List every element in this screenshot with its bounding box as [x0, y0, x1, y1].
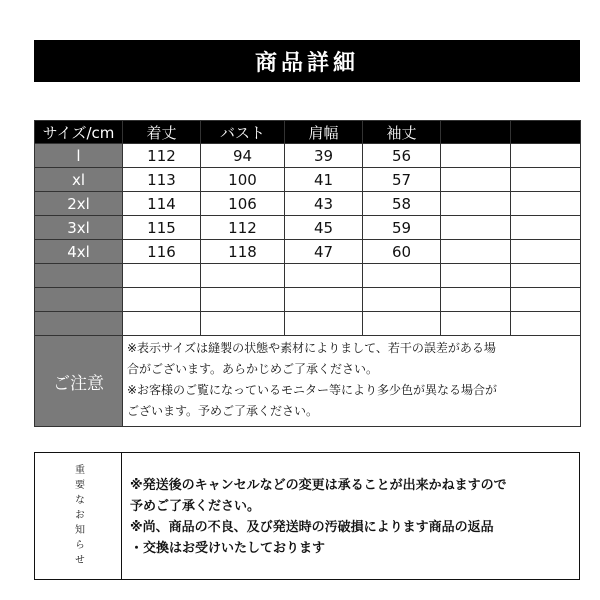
- size-label: 4xl: [35, 240, 123, 264]
- important-notice-box: [34, 452, 580, 580]
- header-empty-2: [511, 121, 581, 144]
- note-line: ※表示サイズは縫製の状態や素材によりまして、若干の誤差がある場: [127, 341, 496, 355]
- table-cell: [441, 168, 511, 192]
- table-cell: [441, 144, 511, 168]
- table-cell: [285, 264, 363, 288]
- table-cell: [511, 288, 581, 312]
- table-cell: 57: [363, 168, 441, 192]
- size-label: 2xl: [35, 192, 123, 216]
- notes-label: ご注意: [35, 336, 123, 427]
- table-cell: 106: [201, 192, 285, 216]
- table-cell: 45: [285, 216, 363, 240]
- size-label: [35, 264, 123, 288]
- table-cell: [123, 264, 201, 288]
- notes-text: [123, 336, 581, 427]
- table-cell: [363, 288, 441, 312]
- table-cell: [511, 216, 581, 240]
- size-label: [35, 288, 123, 312]
- table-cell: [123, 288, 201, 312]
- notice-body: [122, 453, 579, 579]
- table-cell: [201, 312, 285, 336]
- table-row: [35, 312, 581, 336]
- header-sleeve: 袖丈: [363, 121, 441, 144]
- title-banner: [34, 40, 580, 82]
- table-cell: [511, 240, 581, 264]
- note-line: 合がございます。あらかじめご了承ください。: [127, 362, 379, 376]
- table-cell: [511, 312, 581, 336]
- header-size: サイズ/cm: [35, 121, 123, 144]
- header-bust: バスト: [201, 121, 285, 144]
- table-cell: [363, 264, 441, 288]
- table-cell: 41: [285, 168, 363, 192]
- table-row: [35, 168, 581, 192]
- table-cell: [511, 264, 581, 288]
- table-cell: 118: [201, 240, 285, 264]
- table-cell: [511, 144, 581, 168]
- table-cell: [441, 312, 511, 336]
- header-empty-1: [441, 121, 511, 144]
- table-cell: 94: [201, 144, 285, 168]
- table-cell: 39: [285, 144, 363, 168]
- note-line: ※お客様のご覧になっているモニター等により多少色が異なる場合が: [127, 383, 498, 397]
- table-cell: [201, 264, 285, 288]
- size-label: xl: [35, 168, 123, 192]
- table-row: [35, 264, 581, 288]
- table-row: [35, 144, 581, 168]
- table-cell: [285, 312, 363, 336]
- note-line: ございます。予めご了承ください。: [127, 404, 319, 418]
- table-cell: 58: [363, 192, 441, 216]
- notice-line: ・交換はお受けいたしております: [130, 541, 326, 556]
- table-cell: [363, 312, 441, 336]
- table-cell: 115: [123, 216, 201, 240]
- table-row: [35, 216, 581, 240]
- table-cell: 43: [285, 192, 363, 216]
- notice-line: ※尚、商品の不良、及び発送時の汚破損によります商品の返品: [130, 520, 494, 535]
- notice-line: 予めご了承ください。: [130, 499, 261, 514]
- table-cell: 113: [123, 168, 201, 192]
- size-label: [35, 312, 123, 336]
- notice-label-cell: [35, 453, 122, 579]
- table-cell: 116: [123, 240, 201, 264]
- table-cell: [123, 312, 201, 336]
- table-row: [35, 192, 581, 216]
- table-cell: 112: [201, 216, 285, 240]
- table-cell: 112: [123, 144, 201, 168]
- size-label: l: [35, 144, 123, 168]
- table-cell: 59: [363, 216, 441, 240]
- table-cell: [441, 216, 511, 240]
- size-label: 3xl: [35, 216, 123, 240]
- table-cell: [441, 192, 511, 216]
- table-cell: [511, 192, 581, 216]
- table-cell: 56: [363, 144, 441, 168]
- size-table-header: [35, 121, 581, 144]
- table-cell: 114: [123, 192, 201, 216]
- size-table: [34, 120, 581, 427]
- header-length: 着丈: [123, 121, 201, 144]
- table-cell: [285, 288, 363, 312]
- table-cell: [441, 288, 511, 312]
- table-row: [35, 240, 581, 264]
- table-cell: [441, 240, 511, 264]
- notes-row: [35, 336, 581, 427]
- table-cell: 100: [201, 168, 285, 192]
- table-cell: [441, 264, 511, 288]
- notice-label: 重要なお知らせ: [72, 463, 84, 569]
- table-cell: [201, 288, 285, 312]
- banner-title: 商品詳細: [254, 50, 359, 76]
- table-cell: 60: [363, 240, 441, 264]
- table-cell: 47: [285, 240, 363, 264]
- table-row: [35, 288, 581, 312]
- table-cell: [511, 168, 581, 192]
- header-shoulder: 肩幅: [285, 121, 363, 144]
- notice-line: ※発送後のキャンセルなどの変更は承ることが出来かねますので: [130, 478, 507, 493]
